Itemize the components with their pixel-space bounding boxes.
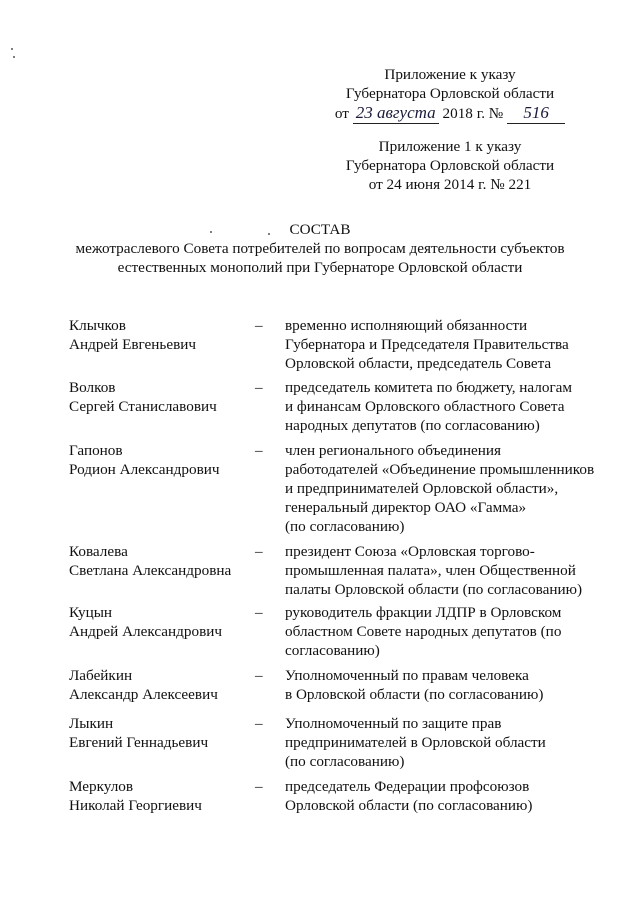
appendix-current-date-line: [320, 103, 580, 124]
member-dash: –: [255, 442, 263, 459]
member-position-line: палаты Орловской области (по согласованию): [285, 581, 583, 598]
member-position: [285, 542, 615, 599]
appendix-original-line3: от 24 июня 2014 г. № 221: [368, 176, 532, 193]
member-row: [69, 666, 615, 704]
member-surname: Меркулов: [69, 778, 134, 795]
member-row: [69, 542, 615, 599]
handwritten-date: 23 августа: [355, 103, 436, 122]
member-dash: –: [255, 604, 263, 621]
date-prefix: от: [334, 105, 349, 122]
member-position-line: президент Союза «Орловская торгово-: [285, 543, 535, 560]
member-position-line: председатель Федерации профсоюзов: [285, 778, 530, 795]
member-name: [69, 666, 255, 704]
title-heading: СОСТАВ: [289, 221, 351, 238]
member-surname: Клычков: [69, 317, 126, 334]
member-position-line: и предпринимателей Орловской области»,: [285, 480, 559, 497]
member-row: [69, 603, 615, 660]
appendix-original-line2: Губернатора Орловской области: [345, 157, 555, 174]
year-text: 2018 г. №: [442, 105, 504, 122]
member-name: [69, 378, 255, 435]
member-position-line: в Орловской области (по согласованию): [285, 686, 544, 703]
member-name: [69, 316, 255, 373]
member-position-line: областном Совете народных депутатов (по: [285, 623, 562, 640]
member-position: [285, 714, 615, 771]
member-row: [69, 378, 615, 435]
member-position: [285, 378, 615, 435]
appendix-original-line1: Приложение 1 к указу: [378, 138, 522, 155]
member-name: [69, 441, 255, 536]
member-surname: Куцын: [69, 604, 113, 621]
member-position-line: народных депутатов (по согласованию): [285, 417, 540, 434]
member-position: [285, 666, 615, 704]
member-name: [69, 777, 255, 815]
member-position-line: согласованию): [285, 642, 380, 659]
member-position: [285, 441, 615, 536]
member-position-line: временно исполняющий обязанности: [285, 317, 528, 334]
member-position-line: предпринимателей в Орловской области: [285, 734, 546, 751]
number-underline: [507, 103, 565, 124]
member-position: [285, 777, 615, 815]
member-surname: Гапонов: [69, 442, 123, 459]
member-given-name: Сергей Станиславович: [69, 398, 217, 415]
member-dash: –: [255, 543, 263, 560]
member-name: [69, 603, 255, 660]
member-surname: Лыкин: [69, 715, 114, 732]
member-given-name: Родион Александрович: [69, 461, 220, 478]
member-given-name: Андрей Александрович: [69, 623, 223, 640]
appendix-current: [320, 65, 580, 124]
handwritten-number: 516: [523, 103, 549, 122]
member-dash: –: [255, 778, 263, 795]
member-position-line: (по согласованию): [285, 518, 405, 535]
member-position-line: промышленная палата», член Общественной: [285, 562, 576, 579]
member-dash: –: [255, 667, 263, 684]
member-row: [69, 316, 615, 373]
member-surname: Волков: [69, 379, 116, 396]
member-position-line: и финансам Орловского областного Совета: [285, 398, 565, 415]
scan-speck: [11, 48, 13, 50]
title-line2: естественных монополий при Губернаторе Орловской области: [117, 259, 523, 276]
member-dash: –: [255, 379, 263, 396]
member-position: [285, 603, 615, 660]
document-title: [60, 220, 580, 277]
member-surname: Лабейкин: [69, 667, 133, 684]
appendix-original: [320, 137, 580, 194]
member-position-line: руководитель фракции ЛДПР в Орловском: [285, 604, 562, 621]
member-given-name: Николай Георгиевич: [69, 797, 202, 814]
appendix-current-line2: Губернатора Орловской области: [345, 85, 555, 102]
member-row: [69, 777, 615, 815]
member-position: [285, 316, 615, 373]
scan-speck: [13, 56, 15, 58]
member-position-line: (по согласованию): [285, 753, 405, 770]
member-position-line: работодателей «Объединение промышленников: [285, 461, 595, 478]
member-position-line: председатель комитета по бюджету, налогам: [285, 379, 573, 396]
member-position-line: член регионального объединения: [285, 442, 501, 459]
member-dash: –: [255, 317, 263, 334]
member-given-name: Андрей Евгеньевич: [69, 336, 197, 353]
member-position-line: Губернатора и Председателя Правительства: [285, 336, 569, 353]
member-position-line: Орловской области (по согласованию): [285, 797, 533, 814]
member-position-line: генеральный директор ОАО «Гамма»: [285, 499, 527, 516]
member-given-name: Светлана Александровна: [69, 562, 232, 579]
member-given-name: Александр Алексеевич: [69, 686, 218, 703]
member-given-name: Евгений Геннадьевич: [69, 734, 209, 751]
appendix-current-line1: Приложение к указу: [384, 66, 516, 83]
title-line1: межотраслевого Совета потребителей по вопросам деятельности субъектов: [75, 240, 565, 257]
member-surname: Ковалева: [69, 543, 128, 560]
member-row: [69, 714, 615, 771]
member-name: [69, 714, 255, 771]
member-position-line: Уполномоченный по правам человека: [285, 667, 529, 684]
member-dash: –: [255, 715, 263, 732]
member-row: [69, 441, 615, 536]
date-underline: [353, 103, 439, 124]
member-name: [69, 542, 255, 599]
member-position-line: Уполномоченный по защите прав: [285, 715, 502, 732]
member-position-line: Орловской области, председатель Совета: [285, 355, 552, 372]
